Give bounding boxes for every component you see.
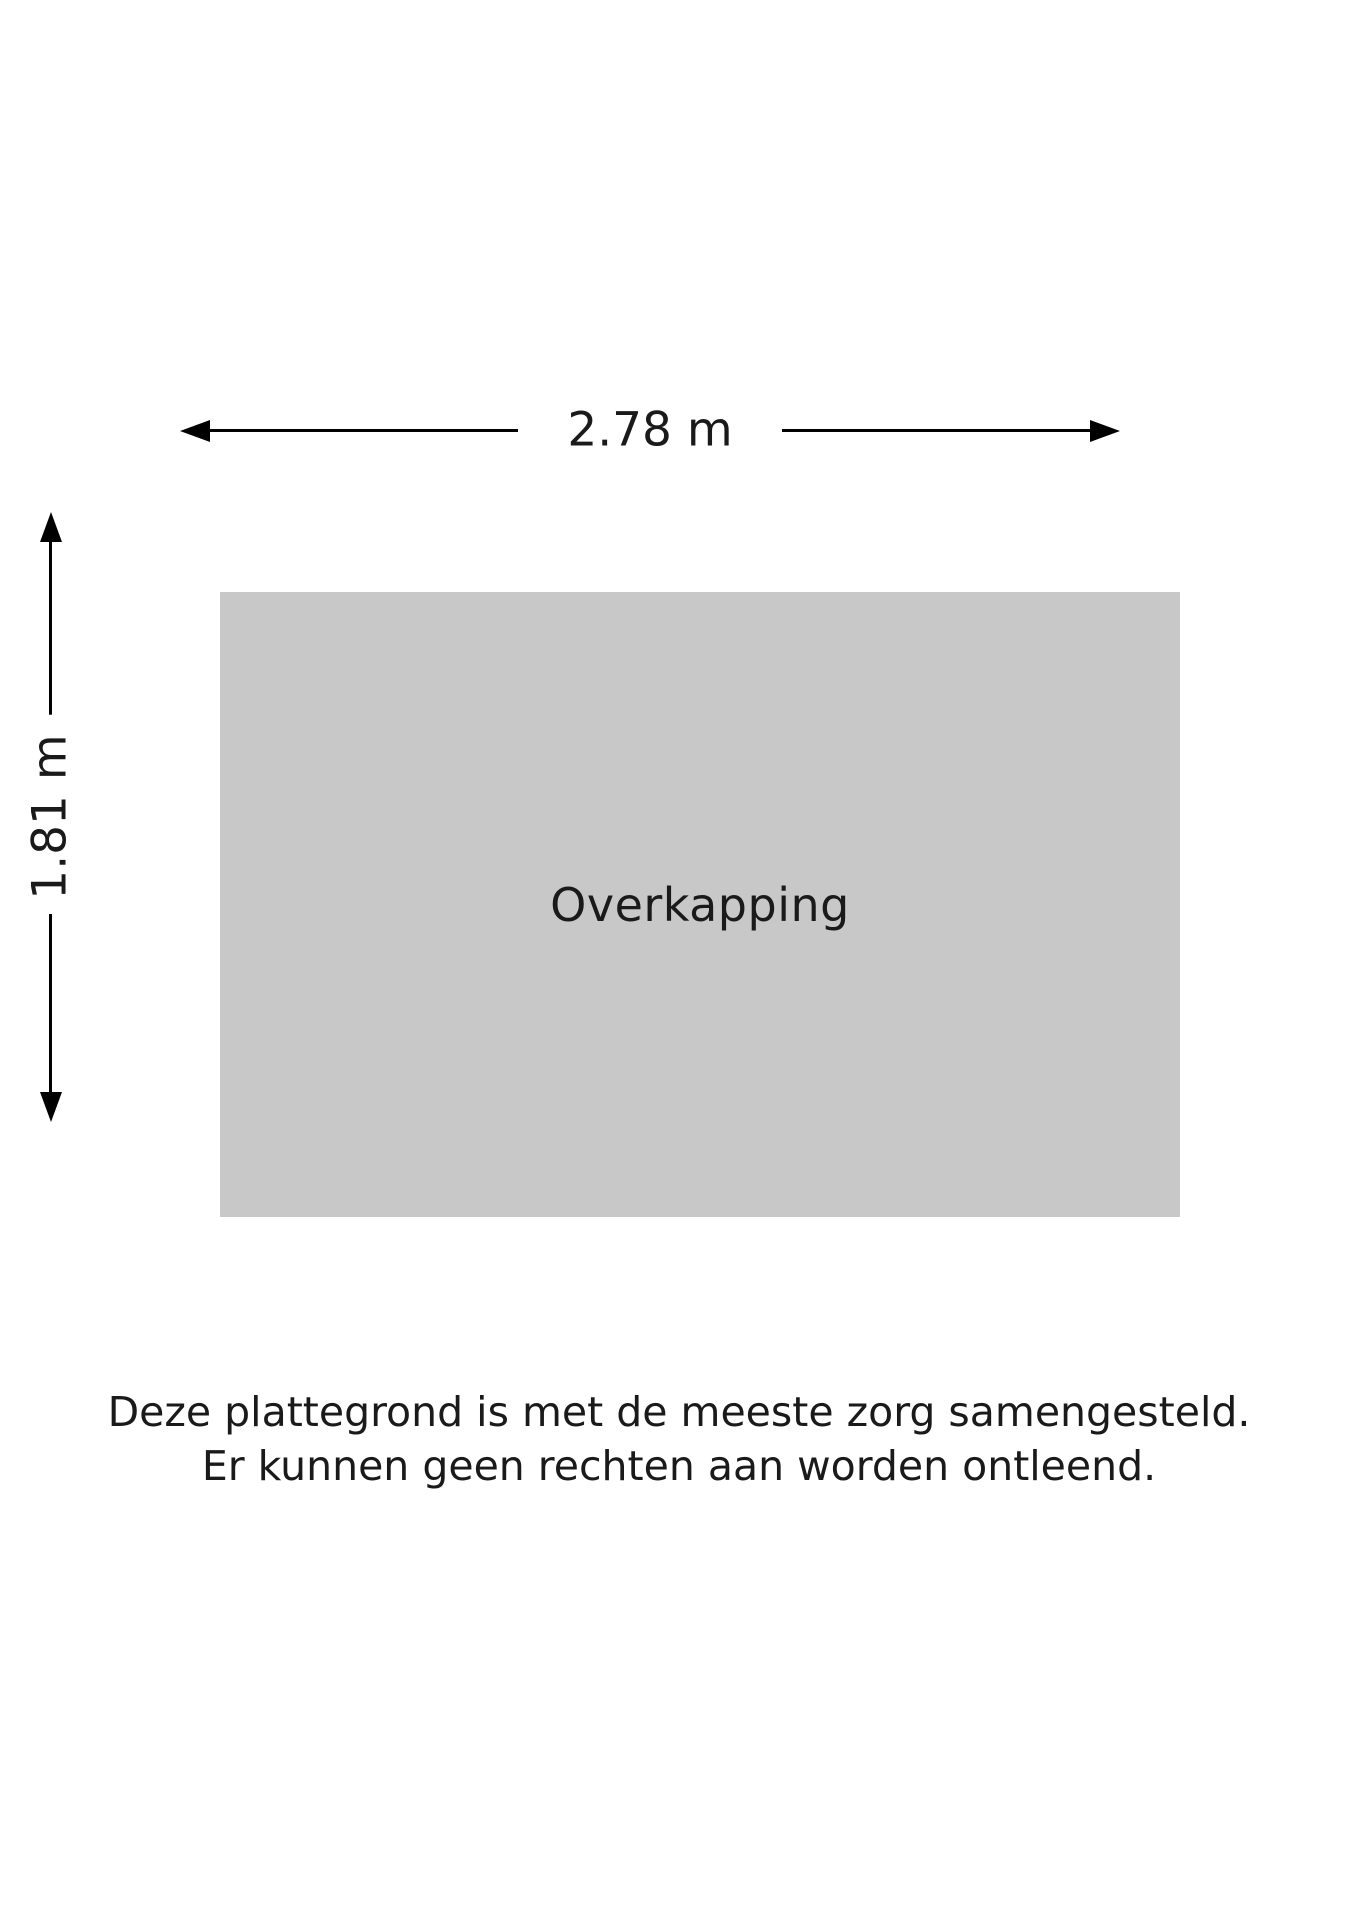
room-area-overkapping: [220, 592, 1180, 1217]
room-label: Overkapping: [550, 877, 850, 932]
dimension-line-bottom: [49, 914, 52, 1104]
width-dimension-label: 2.78 m: [545, 403, 754, 458]
dimension-line-right: [782, 429, 1102, 432]
disclaimer-line-2: Er kunnen geen rechten aan worden ontleend.: [201, 1442, 1157, 1491]
height-dimension-label: 1.81 m: [23, 714, 78, 919]
height-dimension: [20, 512, 80, 1122]
disclaimer-line-1: Deze plattegrond is met de meeste zorg samengesteld.: [107, 1388, 1251, 1436]
dimension-line-left: [198, 429, 518, 432]
arrow-down-icon: [40, 1092, 62, 1122]
arrow-right-icon: [1090, 420, 1120, 442]
dimension-line-top: [49, 530, 52, 720]
width-dimension: [180, 400, 1120, 460]
disclaimer-text: [0, 1385, 1358, 1493]
